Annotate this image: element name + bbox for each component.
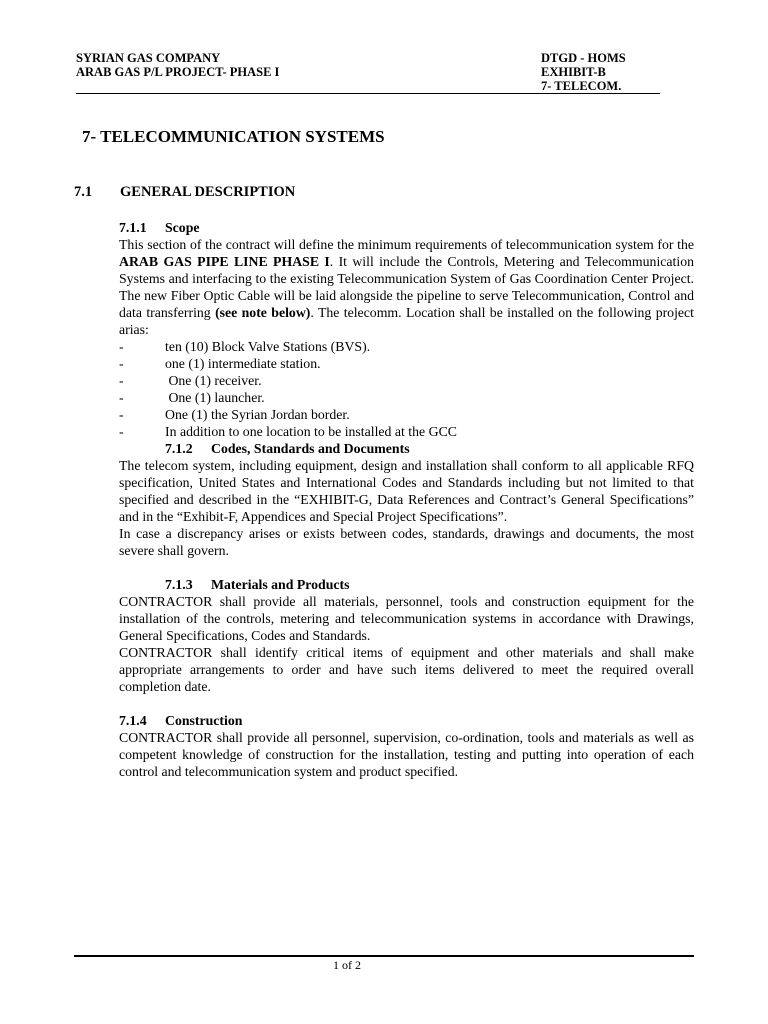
list-dash: - [119,373,124,388]
list-item-text: One (1) launcher. [165,390,265,405]
scope-text-a: This section of the contract will define the minimum requirements of telecommunication system for the [119,237,694,252]
document-body [119,219,694,780]
codes-title: Codes, Standards and Documents [211,441,410,456]
header-rule-right [540,93,660,94]
construction-heading [119,712,694,729]
list-item [119,355,694,372]
footer-rule [74,955,694,957]
list-item [119,406,694,423]
header-exhibit: EXHIBIT-B [541,65,606,79]
list-item-text: ten (10) Block Valve Stations (BVS). [165,339,371,354]
codes-paragraph-2: In case a discrepancy arises or exists between codes, standards, drawings and documents, the most severe shall govern. [119,526,694,558]
materials-title: Materials and Products [211,577,350,592]
section-title: GENERAL DESCRIPTION [120,184,296,200]
construction-number: 7.1.4 [119,713,147,728]
header-company: SYRIAN GAS COMPANY [76,51,221,65]
page-header [76,51,660,95]
header-section: 7- TELECOM. [541,79,622,93]
page-title: 7- TELECOMMUNICATION SYSTEMS [82,127,385,146]
scope-paragraph [119,236,694,338]
codes-number: 7.1.2 [165,441,193,456]
list-dash: - [119,356,124,371]
header-left [76,51,279,79]
codes-paragraph-1: The telecom system, including equipment, design and installation shall conform to all applicable RFQ specification, United States and International Codes and Standards including but not limited to that specified and described in the “EXHIBIT-G, Data References and Contract’s General Specifications” and in the “Exhibit-F, Appendices and Special Project Specifications”. [119,458,694,524]
header-doc-code: DTGD - HOMS [541,51,626,65]
materials-paragraph-1: CONTRACTOR shall provide all materials, personnel, tools and construction equipment for the installation of the controls, metering and telecommunication systems in accordance with Drawings, General Specifications, Codes and Standards. [119,594,694,643]
list-item [119,372,694,389]
materials-heading [119,576,694,593]
construction-paragraph: CONTRACTOR shall provide all personnel, supervision, co-ordination, tools and materials as well as competent knowledge of construction for the installation, testing and putting into operation of each control and telecommunication system and product specified. [119,730,694,779]
list-item-text: One (1) receiver. [165,373,262,388]
list-item [119,338,694,355]
codes-heading [119,440,694,457]
spacer [119,695,694,712]
list-item-text: In addition to one location to be installed at the GCC [165,424,457,439]
scope-heading [119,219,694,236]
section-number: 7.1 [74,184,93,200]
header-right [541,51,626,93]
list-item-text: one (1) intermediate station. [165,356,321,371]
page-number: 1 of 2 [333,958,361,972]
list-item-text: One (1) the Syrian Jordan border. [165,407,350,422]
list-dash: - [119,339,124,354]
list-item [119,423,694,440]
scope-text-b: . It will include the Controls, Metering and Telecommunication Systems and interfacing to the existing Telecommunication System of Gas Coordination Center Project. The new Fiber Optic Cable will be laid alongside the pipeline to serve Telecommunication, Control and data transferring [119,254,694,320]
header-project: ARAB GAS P/L PROJECT- PHASE I [76,65,280,79]
spacer [119,559,694,576]
list-dash: - [119,424,124,439]
list-dash: - [119,407,124,422]
scope-text-c: . The telecomm. Location shall be installed on the following project arias: [119,305,694,337]
list-dash: - [119,390,124,405]
construction-title: Construction [165,713,243,728]
materials-number: 7.1.3 [165,577,193,592]
materials-paragraph-2: CONTRACTOR shall identify critical items of equipment and other materials and shall make appropriate arrangements to order and have such items delivered to meet the required overall completion date. [119,645,694,694]
list-item [119,389,694,406]
scope-number: 7.1.1 [119,220,147,235]
scope-project-name: ARAB GAS PIPE LINE PHASE I [119,254,330,269]
scope-title: Scope [165,220,200,235]
header-rule-left [76,93,541,94]
scope-note-ref: (see note below) [215,305,311,320]
scope-list [119,338,694,440]
